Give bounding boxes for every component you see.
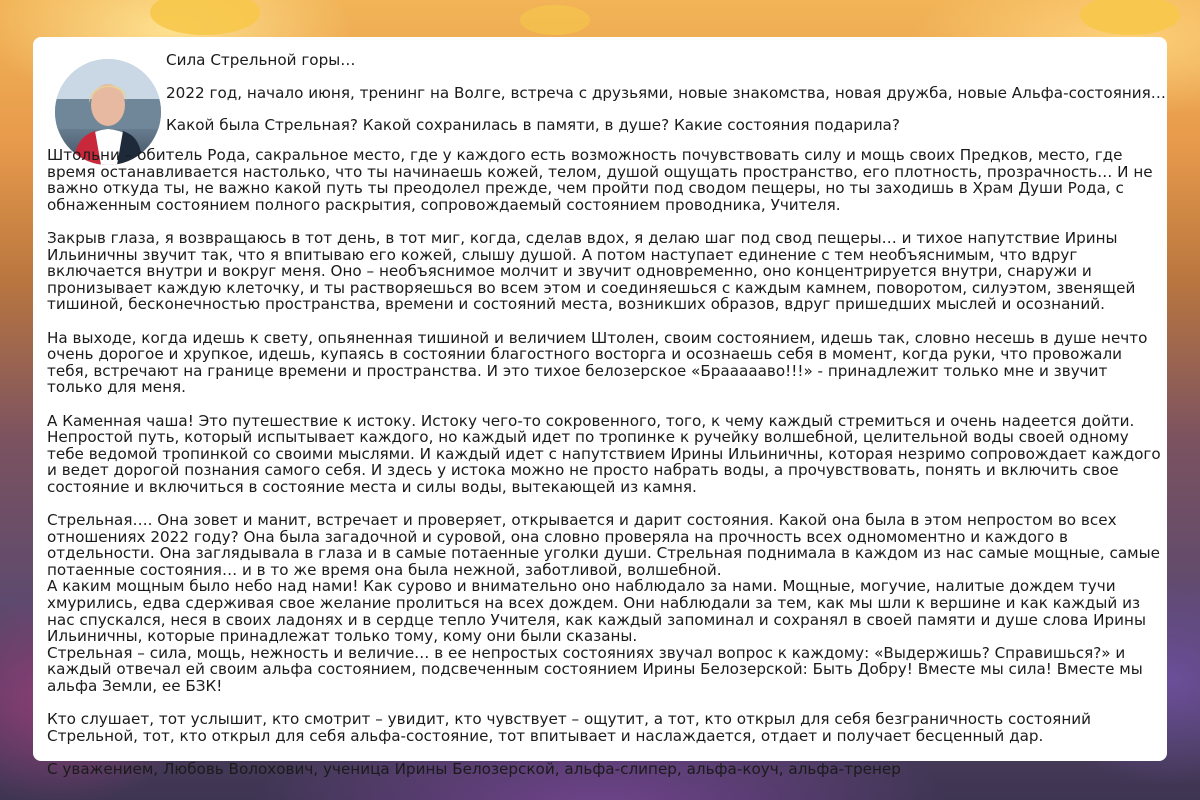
background-flower bbox=[520, 5, 590, 35]
post-questions: Какой была Стрельная? Какой сохранилась в памяти, в душе? Какие состояния подарила? bbox=[166, 116, 900, 134]
paragraph: Закрыв глаза, я возвращаюсь в тот день, в тот миг, когда, сделав вдох, я делаю шаг под свод пещеры… и тихое напутствие Ирины Ильиничны звучит так, что я впитываю его кожей, слышу душой. А потом наступает единение с тем необъяснимым, что вдруг включается внутри и вокруг меня. Оно – необъяснимое молчит и звучит одновременно, оно концентрируется внутри, снаружи и пронизывает каждую клеточку, и ты растворяешься во всем этом и соединяешься с каждым камнем, поворотом, силуэтом, звенящей тишиной, бесконечностью пространства, времени и состояний места, возникших образов, вдруг пришедших мыслей и осознаний. bbox=[47, 228, 1136, 314]
paragraph: Кто слушает, тот услышит, кто смотрит – увидит, кто чувствует – ощутит, а тот, кто открыл для себя безграничность состояний Стрельной, тот, кто открыл для себя альфа-состояние, тот впитывает и наслаждается, отдает и получает бесценный дар. bbox=[47, 710, 1091, 745]
paragraph: А Каменная чаша! Это путешествие к истоку. Истоку чего-то сокровенного, того, к чему каждый стремиться и очень надеется дойти. Непростой путь, который испытывает каждого, но каждый идет по тропинке к ручейку волшебной, целительной воды своей одному тебе ведомой тропинкой со своими мыслями. И каждый идет с напутствием Ирины Ильиничны, которая незримо сопровождает каждого и ведет дорогой познания самого себя. И здесь у истока можно не просто набрать воды, а прочувствовать, понять и включить свое состояние и включиться в состояние места и силы воды, вытекающей из камня. bbox=[47, 411, 1161, 496]
post-title: Сила Стрельной горы… bbox=[166, 51, 356, 69]
post-intro: 2022 год, начало июня, тренинг на Волге, встреча с друзьями, новые знакомства, новая дружба, новые Альфа-состояния… bbox=[166, 84, 1166, 102]
paragraph: А каким мощным было небо над нами! Как сурово и внимательно оно наблюдало за нами. Мощные, могучие, налитые дождем тучи хмурились, едва сдерживая свое желание пролиться на всех дождем. Они наблюдали за тем, как мы шли к вершине и как каждый из нас спускался, неся в своих ладонях и в сердце тепло Учителя, как каждый запоминал и сохранял в своей памяти и душе слова Ирины Ильиничны, которые принадлежат только тому, кому они были сказаны. bbox=[47, 577, 1146, 646]
paragraph: Стрельная – сила, мощь, нежность и величие… в ее непростых состояниях звучал вопрос к каждому: «Выдержишь? Справишься?» и каждый отвечал ей своим альфа состоянием, подсвеченным состоянием Ирины Белозерской: Быть Добру! Вместе мы сила! Вместе мы альфа Земли, ее БЗК! bbox=[47, 643, 1143, 695]
background-flower bbox=[150, 0, 260, 35]
background-flower bbox=[1080, 0, 1180, 35]
signature: С уважением, Любовь Волохович, ученица Ирины Белозерской, альфа-слипер, альфа-коуч, альфа-тренер bbox=[47, 759, 901, 778]
post-body bbox=[47, 147, 1162, 794]
paragraph: На выходе, когда идешь к свету, опьяненная тишиной и величием Штолен, своим состоянием, идешь так, словно несешь в душе нечто очень дорогое и хрупкое, идешь, купаясь в состоянии благостного восторга и осознаешь себя в момент, когда руки, что провожали тебя, встречают на границе времени и пространства. И это тихое белозерское «Браааааво!!!» - принадлежит только мне и звучит только для меня. bbox=[47, 328, 1148, 397]
paragraph: Стрельная…. Она зовет и манит, встречает и проверяет, открывается и дарит состояния. Какой она была в этом непростом во всех отношениях 2022 году? Она была загадочной и суровой, она словно проверяла на прочность всех одномоментно и каждого в отдельности. Она заглядывала в глаза и в самые потаенные уголки души. Стрельная поднимала в каждом из нас самые мощные, самые потаенные состояния… и в то же время она была нежной, заботливой, волшебной. bbox=[47, 511, 1160, 579]
paragraph: Штольни – обитель Рода, сакральное место, где у каждого есть возможность почувствовать силу и мощь своих Предков, место, где время останавливается настолько, что ты начинаешь кожей, телом, душой ощущать пространство, его плотность, прозрачность… И не важно откуда ты, не важно какой путь ты преодолел прежде, чем пройти под сводом пещеры, но ты заходишь в Храм Души Рода, с обнаженным состоянием полного раскрытия, сопровождаемый состоянием проводника, Учителя. bbox=[47, 146, 1153, 214]
